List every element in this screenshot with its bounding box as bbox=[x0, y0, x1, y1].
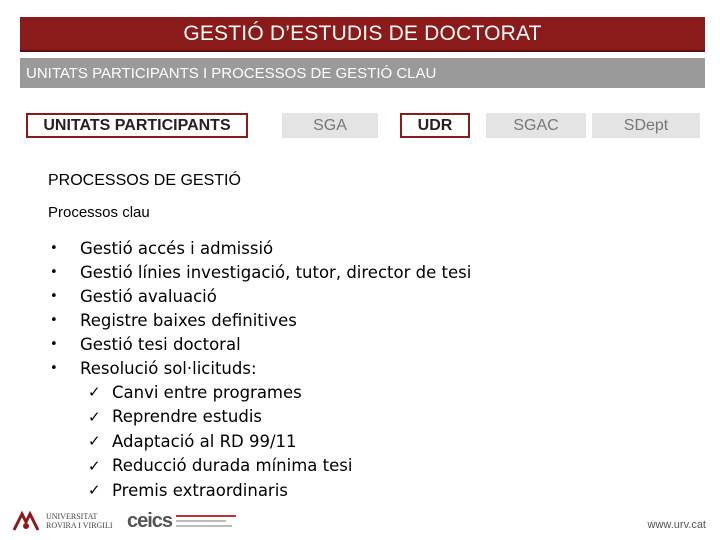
bullet-dot-icon: • bbox=[50, 360, 58, 376]
sub-list-item bbox=[50, 380, 471, 405]
list-item bbox=[50, 356, 471, 380]
list-item bbox=[50, 308, 471, 332]
section-heading: PROCESSOS DE GESTIÓ bbox=[48, 172, 241, 189]
ceics-logo bbox=[127, 510, 242, 533]
tab-sgac[interactable] bbox=[486, 113, 586, 138]
process-list bbox=[50, 236, 471, 503]
sub-list-item bbox=[50, 478, 471, 503]
list-item-text: Gestió avaluació bbox=[80, 286, 217, 306]
bullet-dot-icon: • bbox=[50, 312, 58, 328]
checkmark-icon: ✓ bbox=[88, 481, 101, 500]
sub-list-item bbox=[50, 454, 471, 479]
tab-label: UDR bbox=[417, 116, 453, 134]
sub-list-item-text: Reducció durada mínima tesi bbox=[112, 456, 353, 476]
list-item-text: Registre baixes definitives bbox=[80, 310, 297, 330]
list-item bbox=[50, 236, 471, 260]
list-item-text: Resolució sol·licituds: bbox=[80, 358, 257, 378]
tab-unitats-participants[interactable] bbox=[26, 113, 248, 138]
tab-udr[interactable] bbox=[400, 113, 470, 138]
sub-list-item-text: Reprendre estudis bbox=[112, 407, 262, 427]
slide-subtitle: UNITATS PARTICIPANTS I PROCESSOS DE GESTIÓ CLAU bbox=[26, 64, 437, 82]
tab-sdept[interactable] bbox=[592, 113, 700, 138]
slide-title-bar bbox=[20, 17, 705, 52]
list-item bbox=[50, 260, 471, 284]
list-item-text: Gestió línies investigació, tutor, director de tesi bbox=[80, 262, 472, 282]
footer-url[interactable]: www.urv.cat bbox=[647, 519, 706, 531]
urv-logo-text bbox=[46, 512, 113, 530]
bullet-dot-icon: • bbox=[50, 288, 58, 304]
list-item-text: Gestió tesi doctoral bbox=[80, 334, 241, 354]
tab-label: SGA bbox=[313, 116, 347, 134]
sub-list-item-text: Canvi entre programes bbox=[112, 382, 302, 402]
tab-label: SDept bbox=[623, 116, 669, 134]
bullet-dot-icon: • bbox=[50, 240, 58, 256]
sub-list-item bbox=[50, 405, 471, 430]
slide-title: GESTIÓ D’ESTUDIS DE DOCTORAT bbox=[183, 21, 542, 45]
sub-list-item-text: Adaptació al RD 99/11 bbox=[112, 431, 297, 451]
ceics-tagline-icon bbox=[172, 512, 242, 532]
bullet-dot-icon: • bbox=[50, 336, 58, 352]
ceics-logo-text: ceics bbox=[127, 510, 173, 532]
urv-logo-line1: UNIVERSITAT bbox=[46, 512, 98, 521]
checkmark-icon: ✓ bbox=[88, 432, 101, 451]
slide-subtitle-bar bbox=[20, 58, 705, 88]
list-item bbox=[50, 284, 471, 308]
tab-sga[interactable] bbox=[282, 113, 378, 138]
urv-logo bbox=[12, 510, 113, 532]
sub-list-item-text: Premis extraordinaris bbox=[112, 480, 288, 500]
sub-list-item bbox=[50, 429, 471, 454]
list-item-text: Gestió accés i admissió bbox=[80, 238, 274, 258]
bullet-dot-icon: • bbox=[50, 264, 58, 280]
checkmark-icon: ✓ bbox=[88, 383, 101, 402]
urv-emblem-icon bbox=[12, 510, 42, 532]
tab-label: UNITATS PARTICIPANTS bbox=[43, 116, 231, 134]
list-item bbox=[50, 332, 471, 356]
checkmark-icon: ✓ bbox=[88, 456, 101, 475]
section-subheading: Processos clau bbox=[48, 204, 150, 221]
checkmark-icon: ✓ bbox=[88, 407, 101, 426]
tab-label: SGAC bbox=[513, 116, 559, 134]
urv-logo-line2: ROVIRA I VIRGILI bbox=[46, 521, 113, 530]
